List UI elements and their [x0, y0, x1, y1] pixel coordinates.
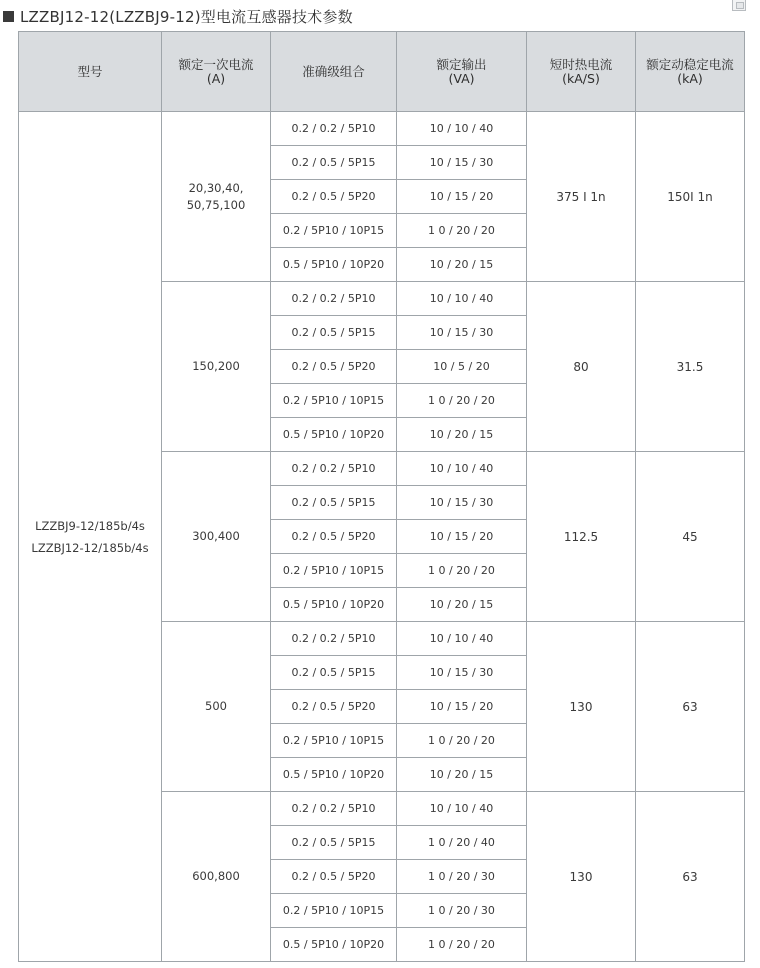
- output-cell: 10 / 20 / 15: [397, 418, 527, 452]
- output-cell: 10 / 15 / 20: [397, 520, 527, 554]
- corner-tab-icon: [732, 0, 746, 11]
- output-cell: 1 0 / 20 / 20: [397, 724, 527, 758]
- header-short-time-thermal-unit: (kA/S): [562, 70, 600, 86]
- accuracy-cell: 0.2 / 0.2 / 5P10: [271, 452, 397, 486]
- header-rated-output: [397, 32, 527, 112]
- accuracy-cell: 0.5 / 5P10 / 10P20: [271, 758, 397, 792]
- accuracy-cell: 0.2 / 5P10 / 10P15: [271, 384, 397, 418]
- accuracy-cell: 0.2 / 0.5 / 5P20: [271, 520, 397, 554]
- rated-current-line: 20,30,40,: [188, 180, 244, 195]
- rated-current-line: 500: [205, 699, 227, 713]
- accuracy-cell: 0.2 / 0.5 / 5P15: [271, 146, 397, 180]
- accuracy-cell: 0.2 / 0.2 / 5P10: [271, 792, 397, 826]
- header-short-time-thermal-label: 短时热电流: [549, 56, 613, 72]
- output-cell: 10 / 20 / 15: [397, 248, 527, 282]
- rated-current-cell: [162, 452, 271, 622]
- accuracy-cell: 0.2 / 0.2 / 5P10: [271, 622, 397, 656]
- rated-current-cell: [162, 282, 271, 452]
- header-rated-primary-current: [162, 32, 271, 112]
- accuracy-cell: 0.5 / 5P10 / 10P20: [271, 928, 397, 962]
- thermal-current-cell: 130: [527, 622, 636, 792]
- title-text: LZZBJ12-12(LZZBJ9-12)型电流互感器技术参数: [20, 7, 353, 26]
- output-cell: 1 0 / 20 / 20: [397, 214, 527, 248]
- accuracy-cell: 0.2 / 0.5 / 5P15: [271, 486, 397, 520]
- output-cell: 10 / 10 / 40: [397, 282, 527, 316]
- rated-current-cell: [162, 792, 271, 962]
- output-cell: 10 / 5 / 20: [397, 350, 527, 384]
- accuracy-cell: 0.2 / 0.5 / 5P15: [271, 316, 397, 350]
- output-cell: 1 0 / 20 / 30: [397, 860, 527, 894]
- rated-current-line: 600,800: [192, 869, 240, 883]
- accuracy-cell: 0.2 / 0.5 / 5P20: [271, 860, 397, 894]
- dynamic-current-cell: 31.5: [636, 282, 745, 452]
- rated-current-line: 50,75,100: [186, 197, 246, 212]
- header-rated-output-unit: (VA): [448, 70, 475, 86]
- rated-current-line: 150,200: [192, 359, 240, 373]
- output-cell: 10 / 15 / 30: [397, 486, 527, 520]
- output-cell: 10 / 10 / 40: [397, 112, 527, 146]
- output-cell: 1 0 / 20 / 20: [397, 384, 527, 418]
- header-rated-output-label: 额定输出: [436, 56, 487, 72]
- dynamic-current-cell: 150I 1n: [636, 112, 745, 282]
- output-cell: 10 / 10 / 40: [397, 792, 527, 826]
- model-line: LZZBJ12-12/185b/4s: [31, 540, 149, 555]
- accuracy-cell: 0.5 / 5P10 / 10P20: [271, 248, 397, 282]
- header-dynamic-stable-label: 额定动稳定电流: [646, 56, 734, 72]
- header-accuracy-class: [271, 32, 397, 112]
- dynamic-current-cell: 45: [636, 452, 745, 622]
- header-rated-primary-current-label: 额定一次电流: [178, 56, 254, 72]
- header-row: [19, 32, 745, 112]
- accuracy-cell: 0.2 / 5P10 / 10P15: [271, 554, 397, 588]
- accuracy-cell: 0.2 / 0.5 / 5P20: [271, 350, 397, 384]
- output-cell: 1 0 / 20 / 20: [397, 554, 527, 588]
- rated-current-cell: [162, 112, 271, 282]
- table-row: [19, 112, 745, 146]
- rated-current-line: 300,400: [192, 529, 240, 543]
- header-rated-primary-current-unit: (A): [206, 70, 226, 86]
- output-cell: 10 / 20 / 15: [397, 588, 527, 622]
- model-line: LZZBJ9-12/185b/4s: [35, 518, 145, 533]
- accuracy-cell: 0.5 / 5P10 / 10P20: [271, 588, 397, 622]
- accuracy-cell: 0.2 / 5P10 / 10P15: [271, 214, 397, 248]
- dynamic-current-cell: 63: [636, 792, 745, 962]
- output-cell: 10 / 15 / 20: [397, 690, 527, 724]
- accuracy-cell: 0.2 / 5P10 / 10P15: [271, 894, 397, 928]
- accuracy-cell: 0.2 / 0.5 / 5P20: [271, 180, 397, 214]
- header-dynamic-stable-unit: (kA): [677, 70, 703, 86]
- output-cell: 10 / 20 / 15: [397, 758, 527, 792]
- output-cell: 1 0 / 20 / 20: [397, 928, 527, 962]
- output-cell: 10 / 15 / 30: [397, 316, 527, 350]
- output-cell: 10 / 10 / 40: [397, 452, 527, 486]
- rated-current-cell: [162, 622, 271, 792]
- output-cell: 10 / 15 / 30: [397, 146, 527, 180]
- page-title: [3, 3, 353, 29]
- accuracy-cell: 0.5 / 5P10 / 10P20: [271, 418, 397, 452]
- accuracy-cell: 0.2 / 0.5 / 5P15: [271, 656, 397, 690]
- accuracy-cell: 0.2 / 0.2 / 5P10: [271, 112, 397, 146]
- header-model: [19, 32, 162, 112]
- accuracy-cell: 0.2 / 0.5 / 5P15: [271, 826, 397, 860]
- thermal-current-cell: 375 I 1n: [527, 112, 636, 282]
- thermal-current-cell: 112.5: [527, 452, 636, 622]
- output-cell: 10 / 10 / 40: [397, 622, 527, 656]
- output-cell: 10 / 15 / 20: [397, 180, 527, 214]
- header-model-label: 型号: [77, 63, 103, 79]
- accuracy-cell: 0.2 / 0.5 / 5P20: [271, 690, 397, 724]
- accuracy-cell: 0.2 / 5P10 / 10P15: [271, 724, 397, 758]
- thermal-current-cell: 80: [527, 282, 636, 452]
- header-dynamic-stable: [636, 32, 745, 112]
- model-cell: [19, 112, 162, 962]
- header-short-time-thermal: [527, 32, 636, 112]
- spec-table: [18, 31, 745, 962]
- square-bullet-icon: [3, 11, 14, 22]
- header-accuracy-class-label: 准确级组合: [302, 63, 365, 79]
- output-cell: 10 / 15 / 30: [397, 656, 527, 690]
- output-cell: 1 0 / 20 / 30: [397, 894, 527, 928]
- dynamic-current-cell: 63: [636, 622, 745, 792]
- accuracy-cell: 0.2 / 0.2 / 5P10: [271, 282, 397, 316]
- thermal-current-cell: 130: [527, 792, 636, 962]
- output-cell: 1 0 / 20 / 40: [397, 826, 527, 860]
